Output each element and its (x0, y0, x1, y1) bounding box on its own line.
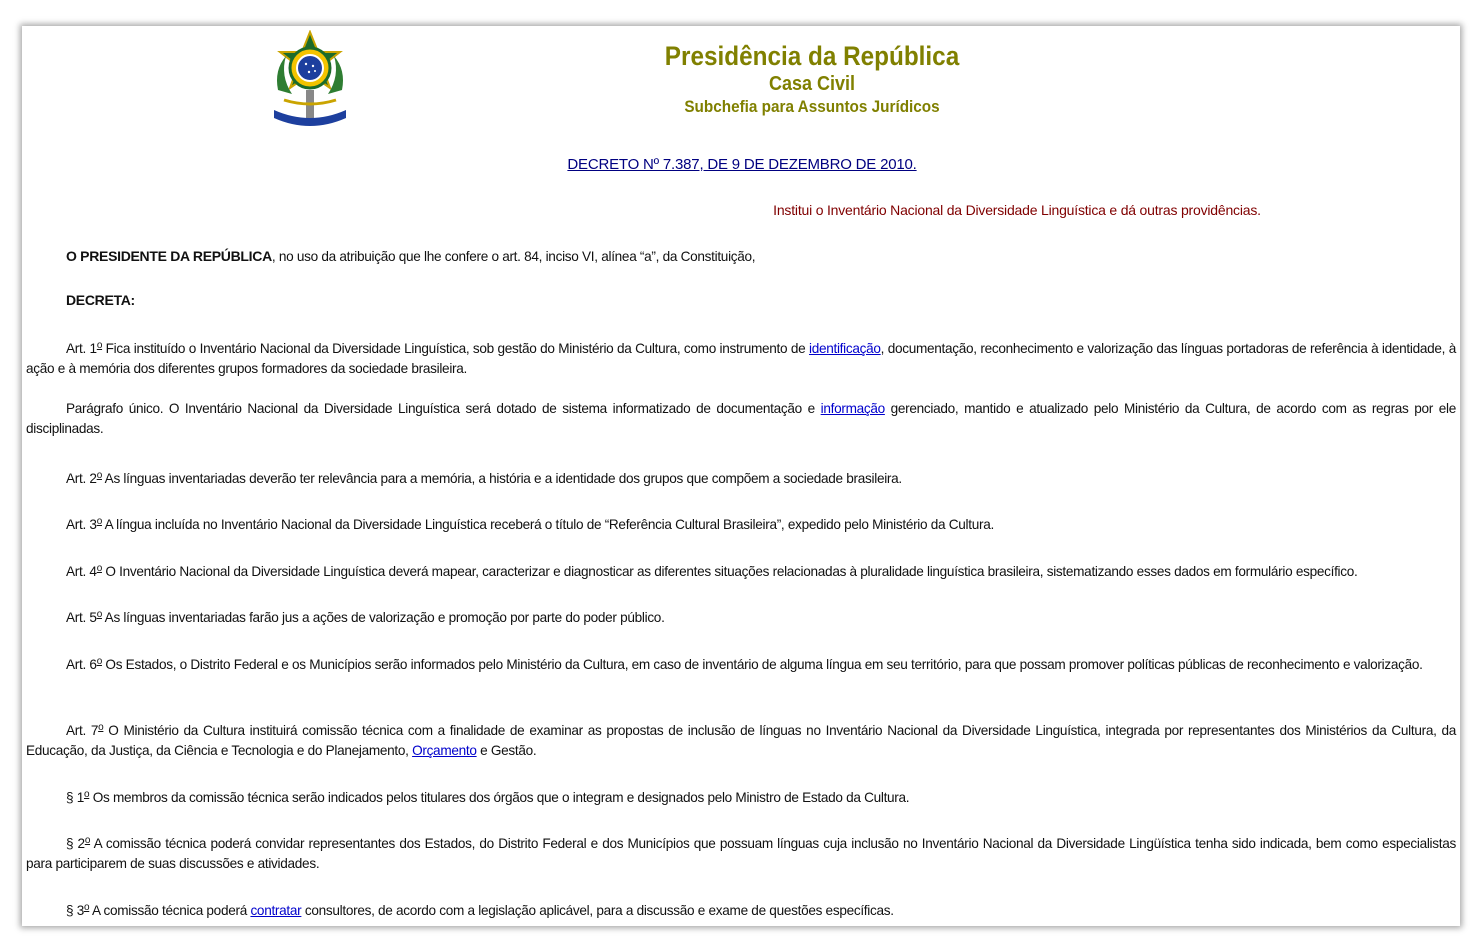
article-text: e Gestão. (476, 743, 537, 758)
article-text: As línguas inventariadas deverão ter relevância para a memória, a história e a identidade dos grupos que compõem a sociedade brasileira. (101, 471, 902, 486)
link-contratar[interactable]: contratar (250, 903, 302, 918)
article-text: A comissão técnica poderá convidar representantes dos Estados, do Distrito Federal e dos Municípios que possuam línguas cuja inclusão no Inventário Nacional da Diversidade Lingüística tenha sido indicada, bem como especialistas para participarem de suas discussões e atividades. (26, 836, 1456, 871)
article-text: A língua incluída no Inventário Nacional da Diversidade Linguística receberá o título de “Referência Cultural Brasileira”, expedido pelo Ministério da Cultura. (101, 517, 994, 532)
article-3 (26, 512, 1456, 535)
decreta-label: DECRETA: (66, 292, 135, 308)
article-text: Os Estados, o Distrito Federal e os Municípios serão informados pelo Ministério da Cultura, em caso de inventário de alguma língua em seu território, para que possam promover políticas públicas de reconhecimento e valorização. (101, 657, 1423, 672)
article-text: Os membros da comissão técnica serão indicados pelos titulares dos órgãos que o integram e designados pelo Ministro de Estado da Cultura. (89, 790, 910, 805)
article-text: consultores, de acordo com a legislação aplicável, para a discussão e exame de questões específicas. (301, 903, 894, 918)
ordinal-mark: o (98, 722, 104, 733)
preamble (26, 246, 1456, 267)
article-label: Art. 4 (66, 564, 97, 579)
article-6 (26, 652, 1456, 675)
article-text: , documentação, reconhecimento e valorização das línguas portadoras de referência à identidade, à ação e à memória dos diferentes grupos formadores da sociedade brasileira. (26, 341, 1456, 376)
article-label: § 2 (66, 836, 85, 851)
preamble-text: , no uso da atribuição que lhe confere o art. 84, inciso VI, alínea “a”, da Constituição, (271, 249, 756, 264)
ordinal-mark: o (96, 609, 102, 620)
article-label: Art. 3 (66, 517, 97, 532)
decree-ementa: Institui o Inventário Nacional da Diversidade Linguística e dá outras providências. (773, 202, 1261, 218)
ordinal-mark: o (96, 656, 102, 667)
page-header (522, 40, 1102, 118)
ordinal-mark: o (96, 470, 102, 481)
article-label: § 3 (66, 903, 84, 918)
article-label: Art. 5 (66, 610, 97, 625)
article-7 (26, 718, 1456, 761)
document-page (22, 26, 1460, 926)
paragraph-1 (26, 785, 1456, 808)
article-label: § 1 (66, 790, 84, 805)
paragraph-2 (26, 831, 1456, 874)
ordinal-mark: o (96, 340, 103, 351)
article-text: A comissão técnica poderá (89, 903, 251, 918)
link-identificacao[interactable]: identificação (808, 341, 881, 356)
article-label: Art. 6 (66, 657, 97, 672)
paragraph-3 (26, 898, 1456, 921)
ordinal-mark: o (96, 563, 102, 574)
ordinal-mark: o (84, 835, 91, 846)
article-text: Parágrafo único. O Inventário Nacional da Diversidade Linguística será dotado de sistema informatizado de documentação e (66, 401, 821, 416)
brazil-coat-of-arms-icon (270, 30, 350, 132)
link-informacao[interactable]: informação (820, 401, 885, 416)
decree-title-link[interactable]: DECRETO Nº 7.387, DE 9 DE DEZEMBRO DE 2010. (567, 156, 917, 173)
article-4 (26, 559, 1456, 582)
article-text: O Inventário Nacional da Diversidade Linguística deverá mapear, caracterizar e diagnosticar as diferentes situações relacionadas à pluralidade linguística brasileira, sistematizando esses dados em formulário específico. (101, 564, 1358, 579)
article-2 (26, 466, 1456, 489)
ordinal-mark: o (96, 516, 102, 527)
header-subtitle-subchefia: Subchefia para Assuntos Jurídicos (684, 97, 940, 116)
article-label: Art. 1 (66, 341, 97, 356)
article-text: O Ministério da Cultura instituirá comissão técnica com a finalidade de examinar as propostas de inclusão de línguas no Inventário Nacional da Diversidade Linguística, integrada por representantes dos Ministérios da Cultura, da Educação, da Justiça, da Ciência e Tecnologia e do Planejamento, (26, 723, 1456, 758)
ordinal-mark: o (84, 789, 90, 800)
article-text: Fica instituído o Inventário Nacional da Diversidade Linguística, sob gestão do Ministério da Cultura, como instrumento de (102, 341, 809, 356)
article-1 (26, 336, 1456, 379)
ordinal-mark: o (84, 902, 90, 913)
header-subtitle-casa-civil: Casa Civil (768, 73, 856, 95)
article-text: As línguas inventariadas farão jus a ações de valorização e promoção por parte do poder público. (101, 610, 665, 625)
page-title: Presidência da República (664, 41, 960, 71)
paragrafo-unico (26, 399, 1456, 439)
decreta-heading (26, 290, 1456, 311)
article-label: Art. 7 (66, 723, 99, 738)
article-text: gerenciado, mantido e atualizado pelo Ministério da Cultura, de acordo com as regras por ele disciplinadas. (26, 401, 1456, 436)
preamble-lead: O PRESIDENTE DA REPÚBLICA (66, 248, 272, 264)
article-label: Art. 2 (66, 471, 97, 486)
link-orcamento[interactable]: Orçamento (412, 743, 477, 758)
article-5 (26, 605, 1456, 628)
